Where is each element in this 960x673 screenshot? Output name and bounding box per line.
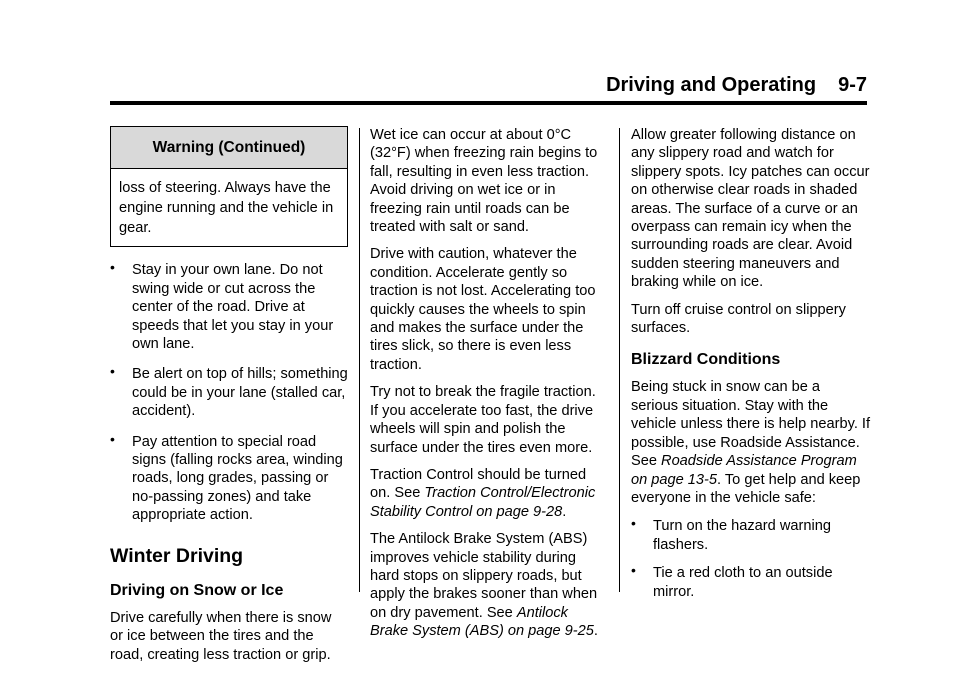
column-3 — [631, 126, 871, 601]
page-reference-link[interactable]: Roadside Assistance Program on page 13-5 — [631, 453, 857, 488]
paragraph-text: The Antilock Brake System (ABS) improves vehicle stability during hard stops on slippery roads, but apply the brakes sooner than when on dry pavement. See — [370, 531, 598, 621]
column-2 — [370, 126, 605, 650]
bullet-icon: • — [631, 515, 636, 532]
paragraph-text: Traction Control should be turned on. See — [370, 466, 587, 502]
column-1 — [110, 126, 348, 673]
bullet-list-2 — [631, 517, 871, 601]
section-title-winter-driving: Winter Driving — [110, 544, 244, 567]
paragraph-traction-control — [370, 466, 605, 521]
bullet-icon: • — [110, 430, 115, 447]
bullet-icon: • — [631, 562, 636, 579]
warning-body: loss of steering. Always have the engine running and the vehicle in gear. — [119, 180, 334, 237]
list-item-text: Turn on the hazard warning flashers. — [653, 518, 831, 553]
list-item-text: Pay attention to special road signs (falling rocks area, winding roads, long grades, passing or no-passing zones) and take appropriate action. — [132, 433, 343, 524]
paragraph-text: Being stuck in snow can be a serious situation. Stay with the vehicle unless there is help nearby. If possible, use Roadside Assistance. See — [631, 379, 871, 470]
paragraph-text-end: . To get help and keep everyone in the vehicle safe: — [631, 471, 861, 506]
paragraph-text-end: . — [593, 623, 598, 640]
bullet-icon: • — [110, 363, 115, 380]
list-item — [110, 261, 348, 353]
header-rule — [110, 101, 867, 105]
column-divider-2 — [619, 128, 620, 592]
header-page-number: 9-7 — [838, 74, 867, 96]
header-section-title: Driving and Operating — [606, 74, 817, 96]
paragraph: Turn off cruise control on slippery surfaces. — [631, 301, 846, 337]
paragraph: Wet ice can occur at about 0°C (32°F) when freezing rain begins to fall, resulting in even less traction. Avoid driving on wet ice or in freezing rain until roads can be treated with salt or sand. — [370, 127, 598, 236]
list-item — [110, 430, 348, 525]
list-item-text: Stay in your own lane. Do not swing wide or cut across the center of the road. Drive at speeds that let you stay in your own lane. — [132, 262, 334, 353]
subsection-title-blizzard: Blizzard Conditions — [631, 351, 781, 369]
list-item-text: Be alert on top of hills; something could be in your lane (stalled car, accident). — [132, 366, 348, 420]
warning-box — [110, 126, 348, 247]
paragraph-text-end: . — [562, 503, 567, 520]
paragraph: Allow greater following distance on any slippery road and watch for slippery spots. Icy patches can occur on otherwise clear roads in shaded areas. The surface of a curve or an overpass can remain icy when the surrounding roads are clear. Avoid sudden steering maneuvers and braking while on ice. — [631, 127, 870, 291]
bullet-icon: • — [110, 259, 115, 276]
warning-title: Warning (Continued) — [111, 127, 347, 169]
bullet-list-1 — [110, 261, 348, 524]
paragraph-blizzard — [631, 378, 871, 507]
list-item-text: Tie a red cloth to an outside mirror. — [653, 565, 833, 600]
list-item — [631, 564, 871, 601]
paragraph: Drive carefully when there is snow or ice between the tires and the road, creating less traction or grip. — [110, 609, 332, 663]
paragraph: Drive with caution, whatever the condition. Accelerate gently so traction is not lost. Accelerating too quickly causes the wheels to spin and makes the surface under the tires slick, so there is even less traction. — [370, 246, 596, 373]
paragraph-abs — [370, 530, 605, 640]
subsection-title-snow-ice: Driving on Snow or Ice — [110, 581, 284, 599]
list-item — [110, 365, 348, 420]
page-header — [110, 74, 867, 104]
page-reference-link[interactable]: Antilock Brake System (ABS) on page 9-25 — [370, 604, 594, 640]
list-item — [631, 517, 871, 554]
paragraph: Try not to break the fragile traction. If you accelerate too fast, the drive wheels will spin and polish the surface under the tires even more. — [370, 384, 596, 456]
page-reference-link[interactable]: Traction Control/Electronic Stability Control on page 9-28 — [370, 485, 596, 520]
column-divider-1 — [359, 128, 360, 592]
